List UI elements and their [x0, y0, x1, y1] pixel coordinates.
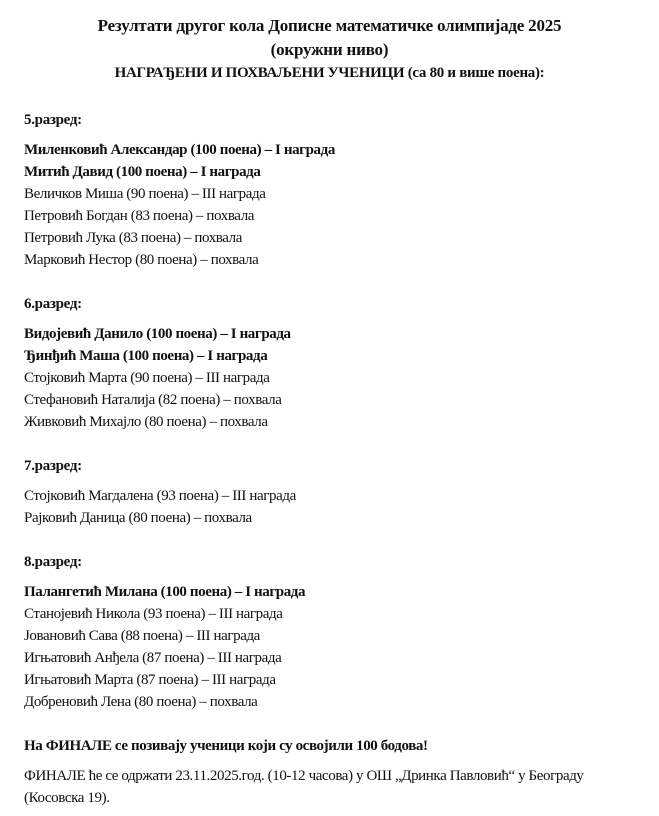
student-list: [24, 485, 635, 529]
student-entry: Игњатовић Анђела (87 поена) – III награда: [24, 650, 282, 666]
student-list: [24, 139, 635, 271]
student-entry: Палангетић Милана (100 поена) – I награда: [24, 584, 306, 600]
document-subtitle: НАГРАЂЕНИ И ПОХВАЉЕНИ УЧЕНИЦИ (са 80 и више поена):: [114, 65, 545, 81]
student-entry: Марковић Нестор (80 поена) – похвала: [24, 252, 259, 268]
grade-section: [24, 109, 635, 271]
grade-heading: 6.разред:: [24, 296, 82, 312]
student-entry: Живковић Михајло (80 поена) – похвала: [24, 414, 268, 430]
student-entry: Рајковић Даница (80 поена) – похвала: [24, 510, 252, 526]
student-list: [24, 581, 635, 713]
document-title-level: (окружни ниво): [270, 40, 389, 59]
student-entry: Добреновић Лена (80 поена) – похвала: [24, 694, 258, 710]
grade-heading: 8.разред:: [24, 554, 82, 570]
grade-section: [24, 293, 635, 433]
student-entry: Јовановић Сава (88 поена) – III награда: [24, 628, 260, 644]
student-entry: Петровић Лука (83 поена) – похвала: [24, 230, 243, 246]
student-entry: Митић Давид (100 поена) – I награда: [24, 164, 261, 180]
student-entry: Стојковић Марта (90 поена) – III награда: [24, 370, 270, 386]
student-list: [24, 323, 635, 433]
final-info: ФИНАЛЕ ће се одржати 23.11.2025.год. (10-12 часова) у ОШ „Дринка Павловић“ у Београду (Косовска 19).: [24, 768, 584, 806]
final-invitation: На ФИНАЛЕ се позивају ученици који су освојили 100 бодова!: [24, 738, 428, 754]
student-entry: Стефановић Наталија (82 поена) – похвала: [24, 392, 282, 408]
student-entry: Станојевић Никола (93 поена) – III награда: [24, 606, 283, 622]
grade-section: [24, 455, 635, 529]
student-entry: Ђинђић Маша (100 поена) – I награда: [24, 348, 268, 364]
student-entry: Видојевић Данило (100 поена) – I награда: [24, 326, 291, 342]
results-sections: [24, 109, 635, 713]
document-title: Резултати другог кола Дописне математичке олимпијаде 2025: [97, 16, 562, 35]
grade-section: [24, 551, 635, 713]
student-entry: Миленковић Александар (100 поена) – I награда: [24, 142, 335, 158]
student-entry: Величков Миша (90 поена) – III награда: [24, 186, 266, 202]
student-entry: Стојковић Магдалена (93 поена) – III награда: [24, 488, 296, 504]
student-entry: Игњатовић Марта (87 поена) – III награда: [24, 672, 276, 688]
student-entry: Петровић Богдан (83 поена) – похвала: [24, 208, 255, 224]
grade-heading: 5.разред:: [24, 112, 82, 128]
grade-heading: 7.разред:: [24, 458, 82, 474]
